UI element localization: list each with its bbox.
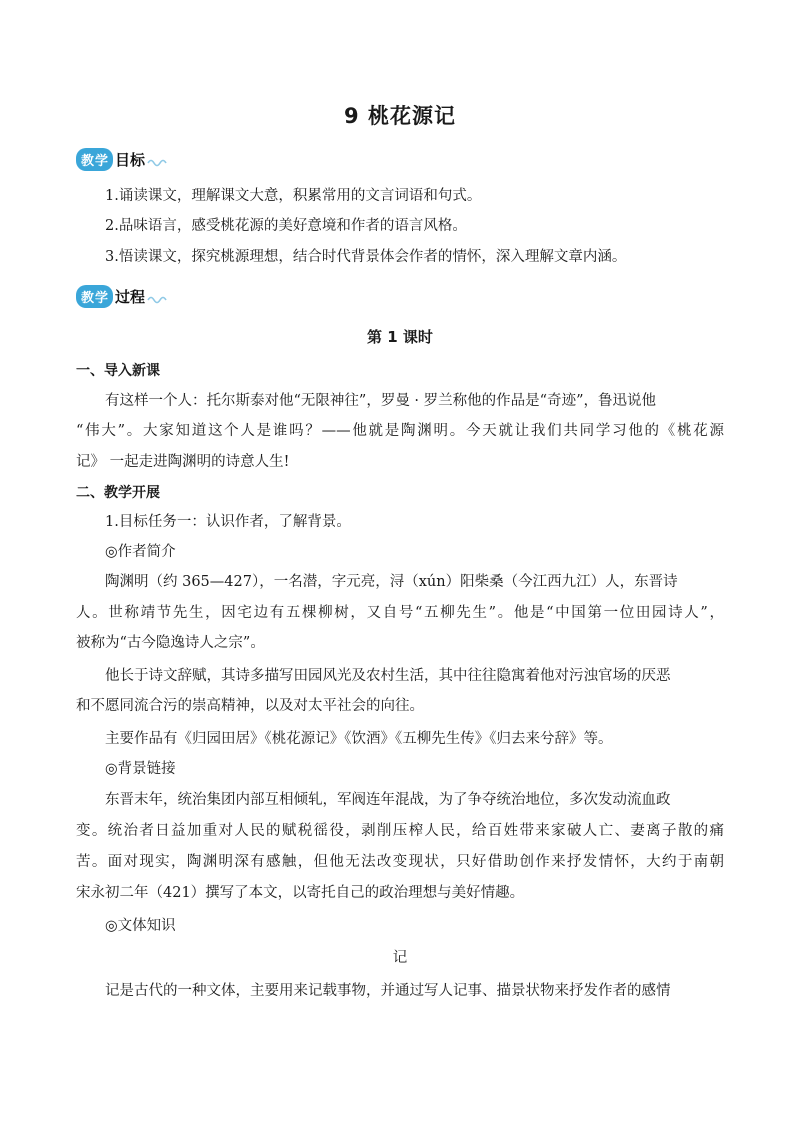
- goal-item: 1.诵读课文，理解课文大意，积累常用的文言词语和句式。: [105, 188, 482, 204]
- paragraph-line: 宋永初二年（421）撰写了本文，以寄托自己的政治理想与美好情趣。: [76, 885, 525, 901]
- paragraph-line: 苦。面对现实，陶渊明深有感触，但他无法改变现状，只好借助创作来抒发情怀，大约于南朝: [76, 854, 724, 870]
- paragraph-line: 记》 一起走进陶渊明的诗意人生!: [76, 454, 290, 470]
- page-title: 9 桃花源记: [344, 104, 456, 128]
- section-title: 过程: [115, 287, 146, 306]
- paragraph-line: 他长于诗文辞赋，其诗多描写田园风光及农村生活，其中往往隐寓着他对污浊官场的厌恶: [105, 668, 671, 684]
- section-title: 目标: [115, 150, 146, 169]
- section-badge-text: 教学: [76, 285, 113, 308]
- sub-label: ◎文体知识: [105, 918, 176, 934]
- paragraph-line: 东晋末年，统治集团内部互相倾轧，军阀连年混战，为了争夺统治地位，多次发动流血政: [105, 792, 671, 808]
- paragraph-line: 主要作品有《归园田居》《桃花源记》《饮酒》《五柳先生传》《归去来兮辞》等。: [105, 731, 613, 747]
- sub-label: ◎背景链接: [105, 761, 176, 777]
- paragraph-line: 变。统治者日益加重对人民的赋税徭役，剥削压榨人民，给百姓带来家破人亡、妻离子散的痛: [76, 823, 724, 839]
- goal-item: 2.品味语言，感受桃花源的美好意境和作者的语言风格。: [105, 218, 467, 234]
- task-line: 1.目标任务一：认识作者，了解背景。: [105, 514, 351, 530]
- paragraph-line: “伟大”。大家知道这个人是谁吗？——他就是陶渊明。今天就让我们共同学习他的《桃花源: [76, 423, 724, 439]
- paragraph-line: 陶渊明（约 365—427），一名潜，字元亮，浔（xún）阳柴桑（今江西九江）人，东晋诗: [105, 574, 678, 590]
- wave-icon: [147, 294, 169, 304]
- section-badge: [76, 148, 113, 171]
- paragraph-line: 人。世称靖节先生，因宅边有五棵柳树，又自号“五柳先生”。他是“中国第一位田园诗人”，: [76, 605, 724, 621]
- paragraph-line: 被称为“古今隐逸诗人之宗”。: [76, 635, 265, 651]
- wave-icon: [147, 157, 169, 167]
- section-header-goals: [76, 146, 169, 172]
- genre-title: 记: [392, 950, 408, 966]
- part-heading: 一、导入新课: [76, 363, 160, 379]
- paragraph-line: 有这样一个人：托尔斯泰对他“无限神往”，罗曼 · 罗兰称他的作品是“奇迹”，鲁迅说他: [105, 393, 656, 409]
- section-header-process: [76, 283, 169, 309]
- part-heading: 二、教学开展: [76, 485, 160, 501]
- paragraph-line: 和不愿同流合污的崇高精神，以及对太平社会的向往。: [76, 698, 424, 714]
- goal-item: 3.悟读课文，探究桃源理想，结合时代背景体会作者的情怀，深入理解文章内涵。: [105, 249, 627, 265]
- lesson-heading: 第 1 课时: [367, 328, 433, 346]
- sub-label: ◎作者简介: [105, 544, 176, 560]
- section-badge-text: 教学: [76, 148, 113, 171]
- paragraph-line: 记是古代的一种文体，主要用来记载事物，并通过写人记事、描景状物来抒发作者的感情: [105, 983, 671, 999]
- section-badge: [76, 285, 113, 308]
